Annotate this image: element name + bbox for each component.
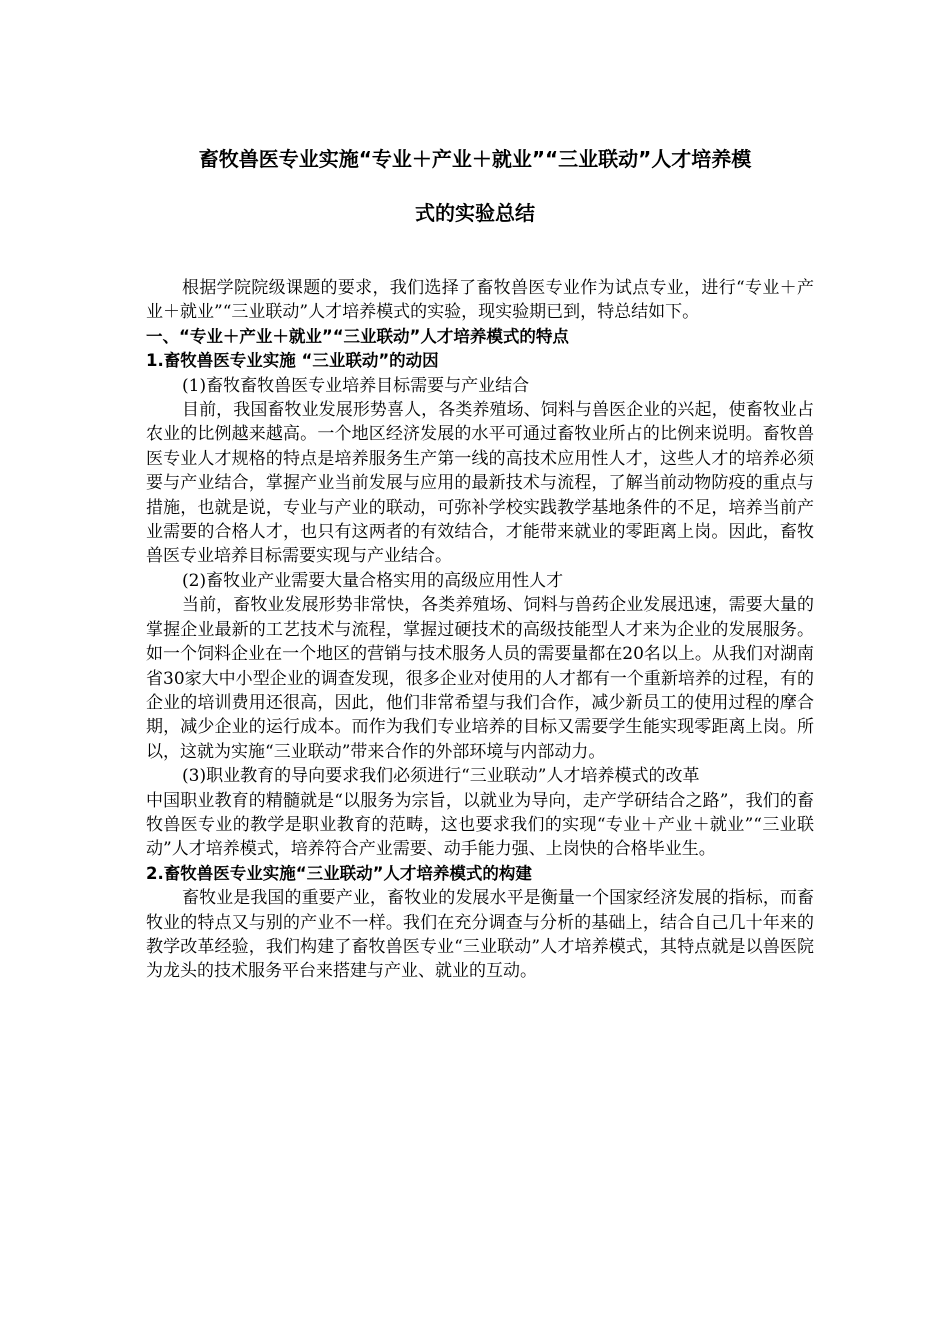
item-1-paragraph: 目前，我国畜牧业发展形势喜人，各类养殖场、饲料与兽医企业的兴起，使畜牧业占农业的比例越来越高。一个地区经济发展的水平可通过畜牧业所占的比例来说明。畜牧兽医专业人才规格的特点是培养服务生产第一线的高技术应用性人才，这些人才的培养必须要与产业结合，掌握产业当前发展与应用的最新技术与流程，了解当前动物防疫的重点与措施，也就是说，专业与产业的联动，可弥补学校实践教学基地条件的不足，培养当前产业需要的合格人才，也只有这两者的有效结合，才能带来就业的零距离上岗。因此，畜牧兽医专业培养目标需要实现与产业结合。 bbox=[146, 400, 814, 567]
subsection-2-paragraph: 畜牧业是我国的重要产业，畜牧业的发展水平是衡量一个国家经济发展的指标，而畜牧业的特点又与别的产业不一样。我们在充分调查与分析的基础上，结合自己几十年来的教学改革经验，我们构建了畜牧兽医专业“三业联动”人才培养模式，其特点就是以兽医院为龙头的技术服务平台来搭建与产业、就业的互动。 bbox=[146, 888, 814, 982]
item-2-paragraph: 当前，畜牧业发展形势非常快，各类养殖场、饲料与兽药企业发展迅速，需要大量的掌握企业最新的工艺技术与流程，掌握过硬技术的高级技能型人才来为企业的发展服务。如一个饲料企业在一个地区的营销与技术服务人员的需要量都在20名以上。从我们对湖南省30家大中小型企业的调查发现，很多企业对使用的人才都有一个重新培养的过程，有的企业的培训费用还很高，因此，他们非常希望与我们合作，减少新员工的使用过程的摩合期，减少企业的运行成本。而作为我们专业培养的目标又需要学生能实现零距离上岗。所以，这就为实施“三业联动”带来合作的外部环境与内部动力。 bbox=[146, 595, 814, 762]
intro-paragraph: 根据学院院级课题的要求，我们选择了畜牧兽医专业作为试点专业，进行“专业＋产业＋就业”“三业联动”人才培养模式的实验，现实验期已到，特总结如下。 bbox=[146, 278, 814, 323]
item-2-label: (2)畜牧业产业需要大量合格实用的高级应用性人才 bbox=[182, 570, 564, 591]
item-1-label: (1)畜牧畜牧兽医专业培养目标需要与产业结合 bbox=[182, 375, 530, 396]
subsection-2-heading: 2.畜牧兽医专业实施“三业联动”人才培养模式的构建 bbox=[146, 863, 532, 883]
title-line-1: 畜牧兽医专业实施“专业＋产业＋就业”“三业联动”人才培养模 bbox=[198, 147, 752, 171]
subsection-1-heading: 1.畜牧兽医专业实施 “三业联动”的动因 bbox=[146, 351, 439, 371]
title-line-2: 式的实验总结 bbox=[415, 201, 535, 225]
item-3-label: (3)职业教育的导向要求我们必须进行“三业联动”人才培养模式的改革 bbox=[182, 766, 700, 787]
document-body bbox=[146, 276, 814, 984]
section-1-heading: 一、“专业＋产业＋就业”“三业联动”人才培养模式的特点 bbox=[146, 326, 569, 346]
document-title bbox=[120, 132, 830, 240]
item-3-paragraph: 中国职业教育的精髓就是“以服务为宗旨，以就业为导向，走产学研结合之路”，我们的畜牧兽医专业的教学是职业教育的范畴，这也要求我们的实现“专业＋产业＋就业”“三业联动”人才培养模式，培养符合产业需要、动手能力强、上岗快的合格毕业生。 bbox=[146, 790, 814, 860]
